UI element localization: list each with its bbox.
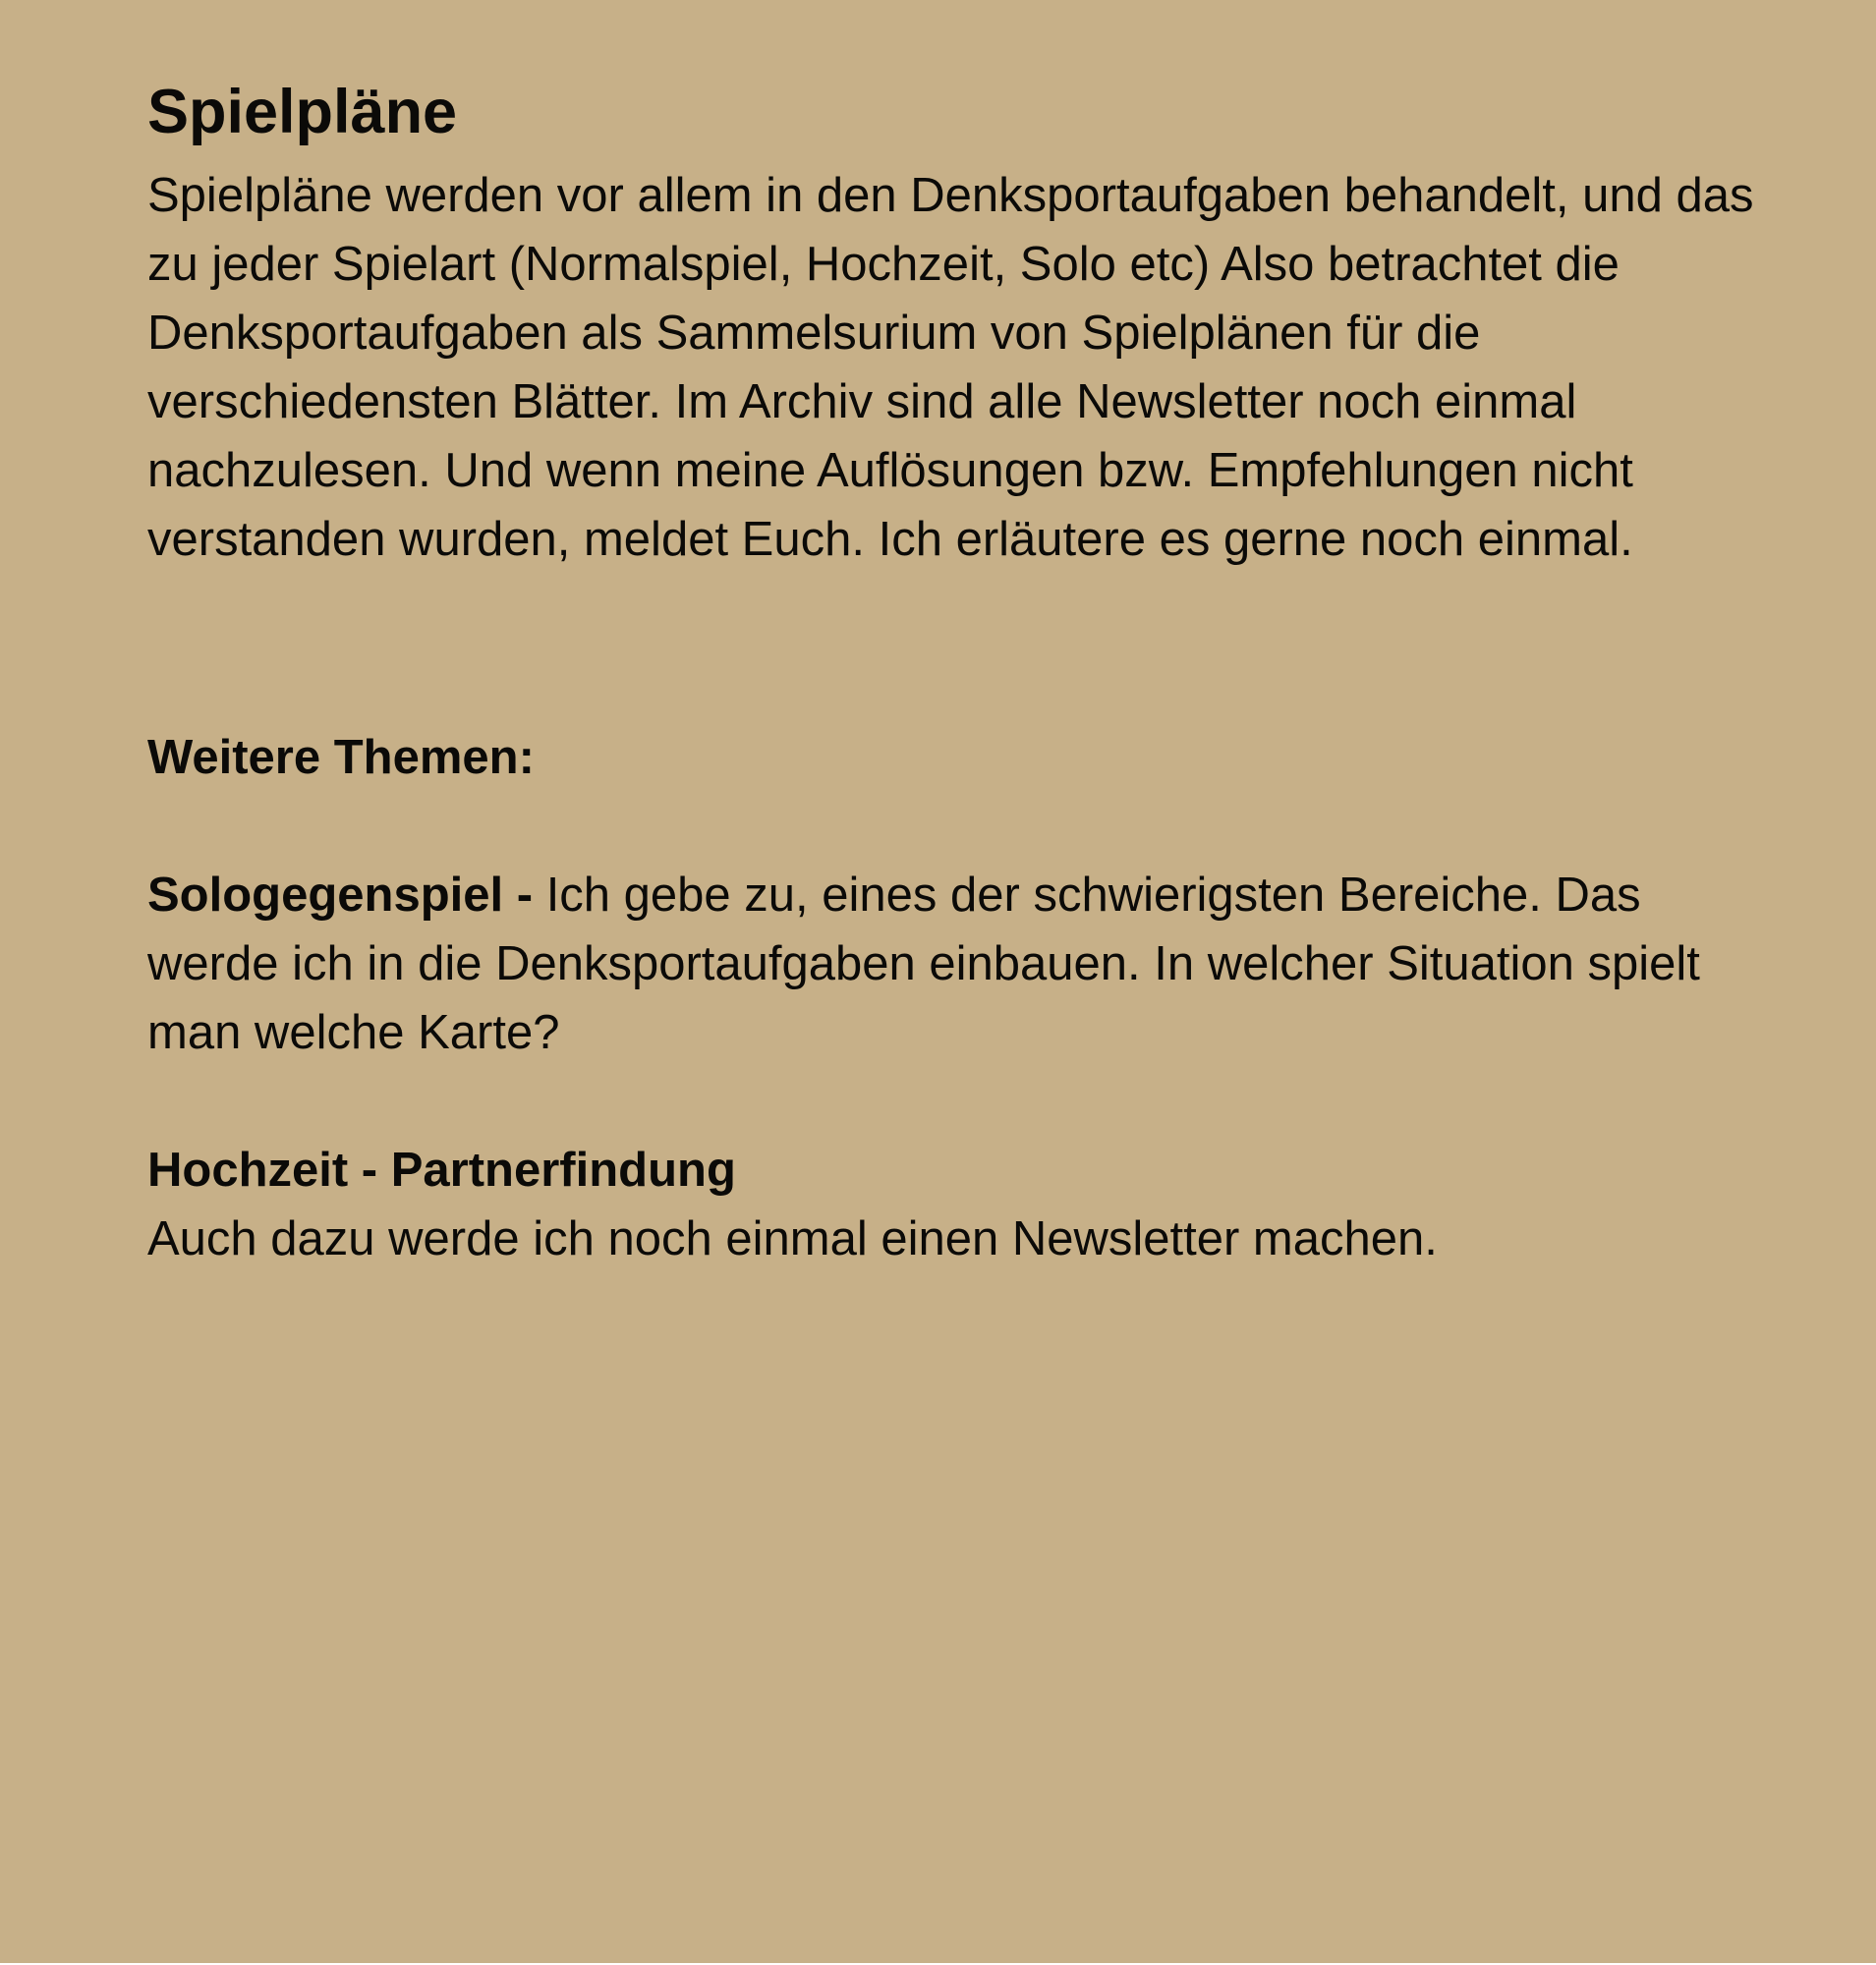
further-topics-heading: Weitere Themen: xyxy=(147,731,535,784)
page-title: Spielpläne xyxy=(147,78,458,146)
topic-text: Auch dazu werde ich noch einmal einen Newsletter machen. xyxy=(147,1212,1438,1265)
topic-hochzeit xyxy=(147,1136,1778,1273)
topic-title: Sologegenspiel - xyxy=(147,869,534,922)
intro-paragraph: Spielpläne werden vor allem in den Denksportaufgaben behandelt, und das zu jeder Spielart (Normalspiel, Hochzeit, Solo etc) Also betrachtet die Denksportaufgaben als Sammelsurium von Spielplänen für die verschiedensten Blätter. Im Archiv sind alle Newsletter noch einmal nachzulesen. Und wenn meine Auflösungen bzw. Empfehlungen nicht verstanden wurden, meldet Euch. Ich erläutere es gerne noch einmal. xyxy=(147,169,1754,566)
topic-sologegenspiel xyxy=(147,861,1778,1067)
topic-text: Ich gebe zu, eines der schwierigsten Bereiche. Das werde ich in die Denksportaufgaben einbauen. In welcher Situation spielt man welche Karte? xyxy=(147,869,1700,1059)
topic-title: Hochzeit - Partnerfindung xyxy=(147,1144,736,1197)
